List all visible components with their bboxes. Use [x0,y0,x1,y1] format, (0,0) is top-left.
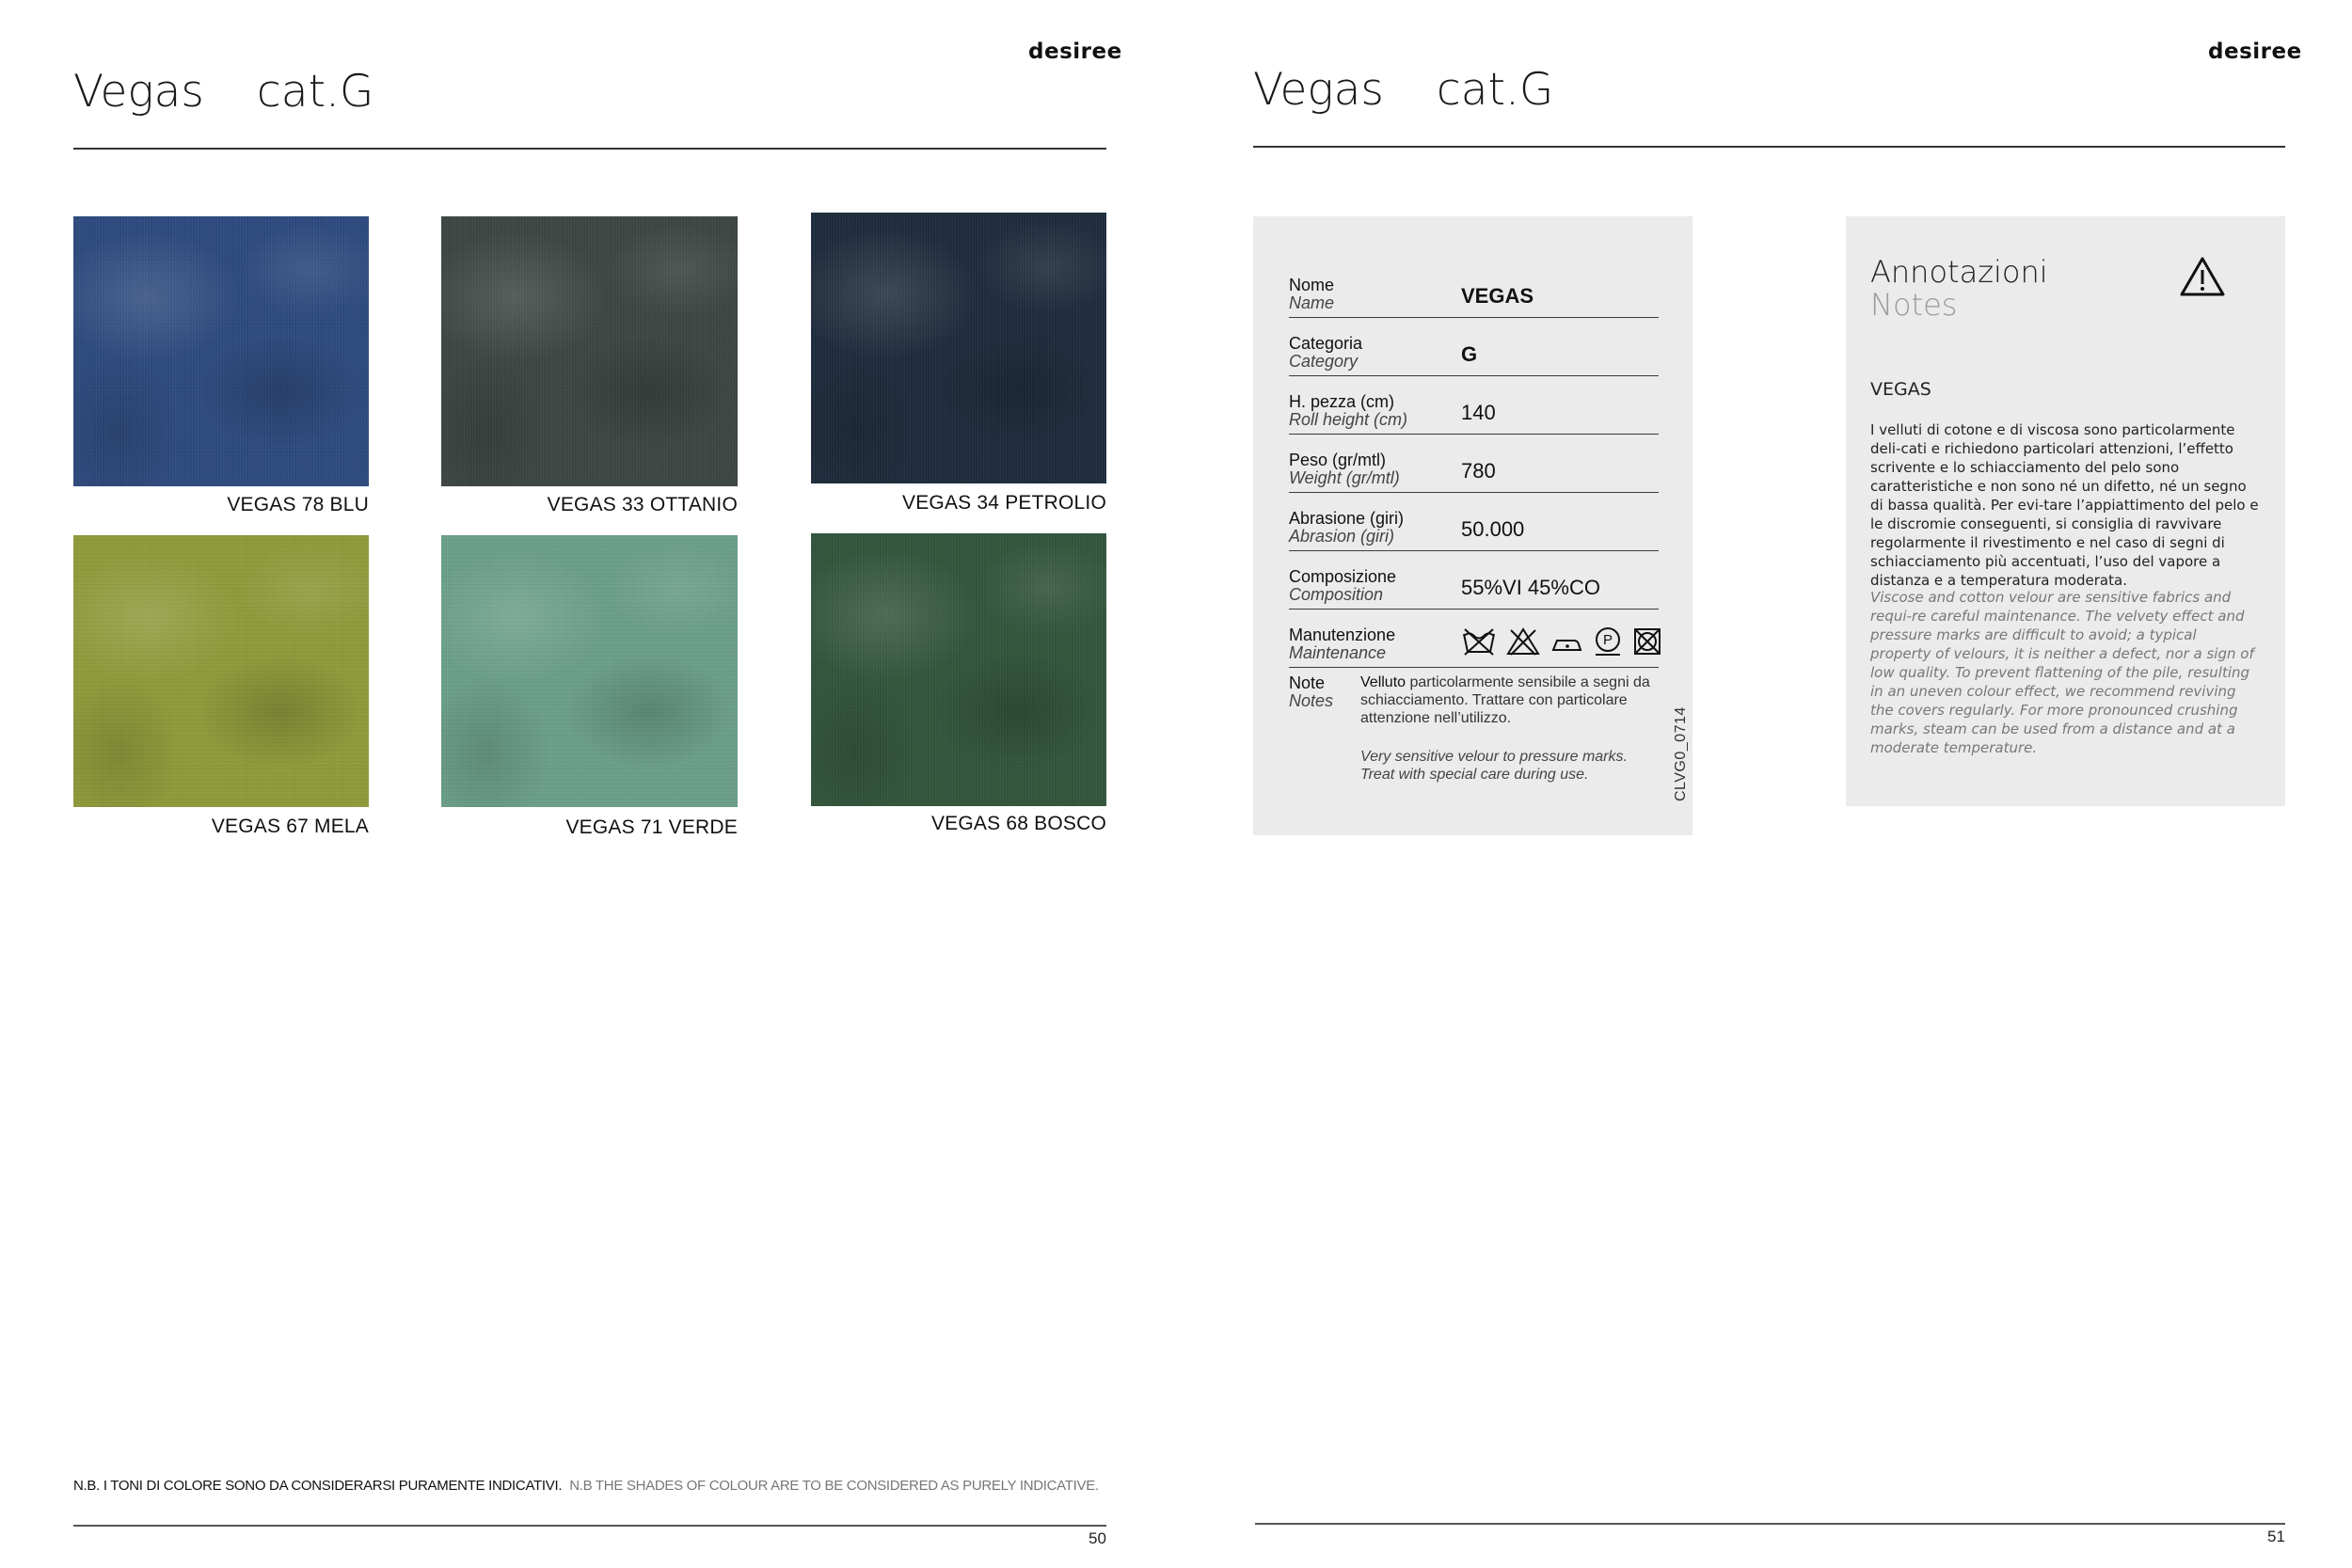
swatch-card[interactable] [73,535,369,836]
care-symbols [1461,626,1662,657]
spec-value: 50.000 [1461,517,1525,541]
spec-value: 55%VI 45%CO [1461,576,1600,599]
no-bleach-icon [1506,626,1540,657]
spec-label-en: Category [1289,352,1359,371]
spec-label-it: Nome [1289,276,1335,294]
brand-logo: desiree [1028,40,1122,64]
annotations-fabric-name: VEGAS [1870,379,1931,400]
no-wash-icon [1461,626,1497,657]
spec-row-abrasion [1289,493,1659,551]
product-code: CLVG0_0714 [1673,706,1689,801]
spec-label-en: Abrasion (giri) [1289,527,1395,546]
page-number: 51 [2267,1528,2285,1545]
footer-divider [73,1525,1106,1527]
annotations-text-en: Viscose and cotton velour are sensitive fabrics and requi-re careful maintenance. The velvety effect and pressure marks are difficult to avoid; a typical property of velours, it is neither a defect, nor a sign of low quality. To prevent flattening of the pile, resulting in an uneven colour effect, we recommend reviving the covers regularly. For more pronounced crushing marks, steam can be used from a distance and at a moderate temperature. [1870,589,2254,756]
spec-value: VEGAS [1461,284,1534,308]
spec-row-name [1289,260,1659,318]
spec-row-composition [1289,551,1659,610]
spec-label-en: Composition [1289,585,1384,604]
fabric-swatch-image [73,535,369,807]
swatch-label: VEGAS 34 PETROLIO [902,492,1106,514]
notes-label-it: Note [1289,673,1326,692]
fabric-swatch-image [811,533,1106,806]
footer-divider [1255,1523,2285,1525]
spec-label-it: Abrasione (giri) [1289,509,1405,528]
spec-value: G [1461,342,1478,366]
spec-label-it: Manutenzione [1289,626,1396,644]
notes-body-it: particolarmente sensibile a segni da schiacciamento. Trattare con particolare attenzione nell’utilizzo. [1360,674,1650,726]
svg-text:P: P [1602,632,1613,648]
swatch-label: VEGAS 68 BOSCO [930,813,1106,834]
annotations-subtitle: Notes [1870,287,1958,323]
spec-row-weight [1289,435,1659,493]
spec-label-en: Maintenance [1289,643,1387,662]
header-divider [73,148,1106,150]
no-tumble-dry-icon [1632,626,1662,657]
page-number: 50 [1089,1529,1106,1547]
notes-text-en: Very sensitive velour to pressure marks. Treat with special care during use. [1360,749,1628,783]
fabric-swatch-image [441,535,738,807]
spec-label-it: Categoria [1289,334,1363,353]
notes-bold-word: Velluto [1360,674,1406,690]
swatch-card[interactable] [811,533,1106,834]
iron-low-icon [1549,626,1583,657]
title-category: cat.G [1436,64,1554,116]
dry-clean-p-icon [1593,626,1623,657]
brand-logo: desiree [2208,40,2302,64]
fabric-swatch-image [73,216,369,486]
swatch-label: VEGAS 71 VERDE [565,816,738,838]
swatch-card[interactable] [811,213,1106,517]
spec-row-category [1289,318,1659,376]
disclaimer-it: N.B. I TONI DI COLORE SONO DA CONSIDERARSI PURAMENTE INDICATIVI. [73,1478,563,1494]
annotations-panel [1846,216,2285,806]
spec-value: 780 [1461,459,1496,483]
spec-row-maintenance [1289,610,1659,668]
swatch-card[interactable] [441,216,738,517]
page-title [73,66,373,118]
spec-sheet-panel [1253,216,1692,835]
swatch-card[interactable] [73,216,369,517]
notes-label-en: Notes [1289,691,1334,710]
disclaimer-en: N.B THE SHADES OF COLOUR ARE TO BE CONSIDERED AS PURELY INDICATIVE. [569,1478,1099,1494]
swatch-label: VEGAS 33 OTTANIO [547,494,738,515]
warning-icon [2179,256,2226,297]
swatch-label: VEGAS 78 BLU [227,494,369,515]
header-divider [1253,146,2285,148]
spec-value: 140 [1461,401,1496,424]
annotations-text-it: I velluti di cotone e di viscosa sono particolarmente deli-cati e richiedono particolari attenzioni, l’effetto scrivente e lo schiacciamento del pelo sono caratteristiche e non sono né un difetto, né un segno di bassa qualità. Per evi-tare l’appiattimento del pelo e le discromie conseguenti, si consiglia di ravvivare regolarmente il rivestimento e nel caso di segni di schiacciamento più accentuati, l’uso del vapore a distanza e a temperatura moderata. [1870,421,2259,589]
fabric-swatch-image [441,216,738,486]
color-disclaimer [73,1478,1099,1494]
spec-row-roll-height [1289,376,1659,435]
spec-label-it: H. pezza (cm) [1289,392,1395,411]
notes-text-it [1360,673,1657,727]
annotations-title: Annotazioni [1870,254,2048,290]
spec-label-en: Weight (gr/mtl) [1289,468,1400,487]
page-title [1253,64,1553,116]
spec-label-en: Roll height (cm) [1289,410,1408,429]
title-category: cat.G [256,66,374,118]
fabric-swatch-image [811,213,1106,483]
spec-label-en: Name [1289,293,1335,312]
spec-label-it: Peso (gr/mtl) [1289,451,1387,469]
spec-label-it: Composizione [1289,567,1397,586]
title-name: Vegas [73,66,204,118]
title-name: Vegas [1253,64,1384,116]
swatch-label: VEGAS 67 MELA [211,816,369,837]
swatch-card[interactable] [441,535,738,836]
